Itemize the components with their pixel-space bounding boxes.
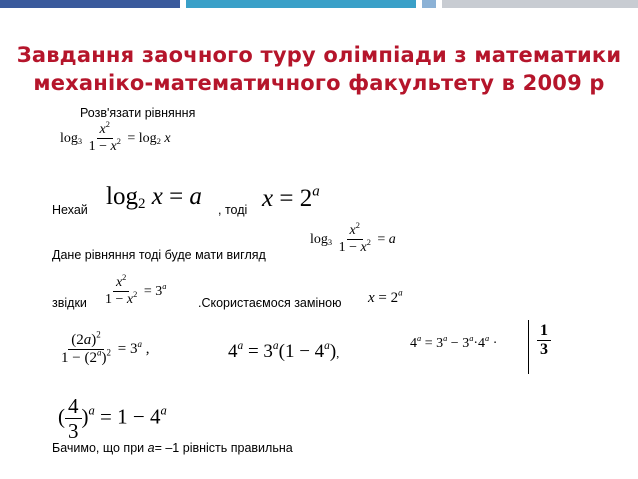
exponential-fraction-equation: $\frac{(2a)^2}{1 - (2^a)^2}$ = 3$^a$ , (61, 329, 150, 367)
conclusion-text: Бачимо, що при а= –1 рівність правильна (52, 441, 293, 455)
header-bar-4 (442, 0, 638, 8)
expanded-equation: $4^a = 3^a - 3^a\cdot 4^a$ · (410, 334, 498, 351)
header-bar-1 (0, 0, 180, 8)
slide-title-line-2: механіко-математичного факультету в 2009 р (33, 71, 605, 95)
original-equation: $\log_3$ $\frac{x^2}{1 - x^2}$ = $\log_2 x$ (60, 120, 171, 155)
substitute-label: .Скористаємося заміною (198, 296, 342, 310)
then-label: , тоді (218, 203, 248, 217)
substitution-equation: $\log_2 x = a$ (106, 183, 202, 212)
task-label: Розв'язати рівняння (80, 106, 196, 120)
exponential-equation: $4^a = 3^a(1 - 4^a)$, (228, 340, 340, 362)
slide-title-line-1: Завдання заочного туру олімпіади з математики (16, 43, 622, 67)
let-label: Нехай (52, 203, 88, 217)
divide-by-3-annotation: $\frac{1}{3}$ (528, 320, 551, 374)
header-bar-2 (186, 0, 416, 8)
header-bar-3 (422, 0, 436, 8)
power-equation: $\frac{x^2}{1 - x^2}$ = 3$^a$ (105, 273, 167, 308)
final-equation: ( $\frac{4}{3}$ )$^a = 1 - 4^a$ (58, 394, 167, 444)
transformed-label: Дане рівняння тоді буде мати вигляд (52, 248, 266, 262)
substitution-reminder: x = 2$^a$ (368, 287, 403, 306)
from-label: звідки (52, 296, 87, 310)
transformed-equation: $\log_3$ $\frac{x^2}{1 - x^2}$ = a (310, 221, 396, 256)
x-equals-2-to-a: x = 2$^a$ (262, 183, 320, 212)
